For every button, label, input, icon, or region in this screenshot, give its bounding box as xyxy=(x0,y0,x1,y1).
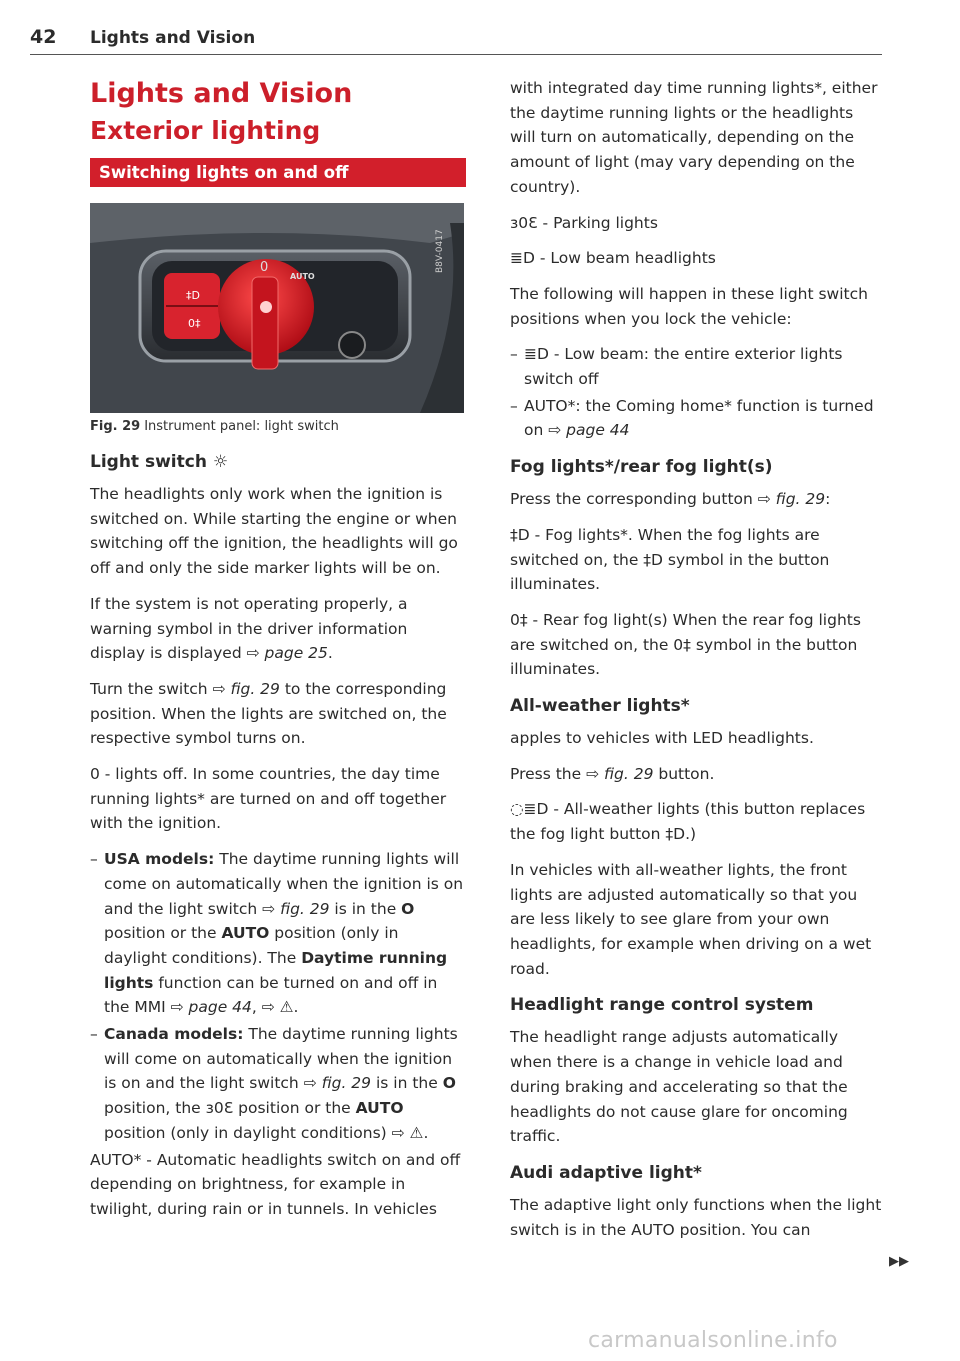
fog-lights-heading: Fog lights*/rear fog light(s) xyxy=(510,457,773,478)
light-switch-heading: Light switch ☼ xyxy=(90,452,229,472)
all-weather-paragraph-2: Press the ⇨ fig. 29 button. xyxy=(510,764,715,783)
all-weather-paragraph-1: apples to vehicles with LED headlights. xyxy=(510,729,814,748)
fog-paragraph-3: 0‡ - Rear fog light(s) When the rear fog lights are switched on, the 0‡ symbol in the button illuminates. xyxy=(510,610,861,679)
auto-label: AUTO xyxy=(290,272,315,281)
lock-item-auto: – AUTO*: the Coming home* function is turned on ⇨ page 44 xyxy=(510,394,882,443)
figure-number: Fig. 29 xyxy=(90,419,141,434)
light-switch-paragraph-3: Turn the switch ⇨ fig. 29 to the corresponding position. When the lights are switched on, the respective symbol turns on. xyxy=(90,679,447,748)
figure-reference-link[interactable]: ⇨ fig. 29 xyxy=(757,490,826,509)
figure-reference-link[interactable]: ⇨ fig. 29 xyxy=(303,1074,372,1093)
fog-paragraph-2: ‡D - Fog lights*. When the fog lights are switched on, the ‡D symbol in the button illuminates. xyxy=(510,525,830,594)
adaptive-light-heading: Audi adaptive light* xyxy=(510,1162,702,1183)
zero-label: 0 xyxy=(260,260,269,275)
continue-arrow-icon: ▶▶ xyxy=(889,1254,909,1269)
figure-code: B8V-0417 xyxy=(435,229,445,273)
parking-lights-item: ɜ0Ɛ - Parking lights xyxy=(510,213,658,232)
usa-models-item: – USA models: The daytime running lights will come on automatically when the ignition is on and the light switch ⇨ fig. 29 is in the O position or the AUTO position (only in daylight conditions). The Daytime running lights function can be turned on and off in the MMI ⇨ page 44, ⇨ ⚠. xyxy=(90,847,466,1020)
lock-item-low-beam: – ≣D - Low beam: the entire exterior lights switch off xyxy=(510,342,882,391)
low-beam-item: ≣D - Low beam headlights xyxy=(510,249,716,268)
light-switch-paragraph-1: The headlights only work when the ignition is switched on. While starting the engine or when switching off the ignition, the headlights will go off and only the side marker lights will be on. xyxy=(90,485,458,578)
right-column xyxy=(510,76,882,1253)
fog-paragraph-1: Press the corresponding button ⇨ fig. 29: xyxy=(510,490,831,509)
fog-front-label: ‡D xyxy=(186,289,200,302)
page-header xyxy=(30,24,882,55)
chapter-title: Lights and Vision xyxy=(90,78,353,109)
all-weather-paragraph-4: In vehicles with all-weather lights, the front lights are adjusted automatically so that you are less likely to see glare from your own headlights, for example when driving on a wet road. xyxy=(510,860,872,978)
figure-caption xyxy=(90,419,466,434)
auto-paragraph: AUTO* - Automatic headlights switch on and off depending on brightness, for example in twilight, during rain or in tunnels. In vehicles xyxy=(90,1150,461,1218)
running-section-title: Lights and Vision xyxy=(90,28,256,48)
headlight-range-paragraph: The headlight range adjusts automatically when there is a change in vehicle load and during braking and accelerating so that the headlights do not cause glare for oncoming traffic. xyxy=(510,1028,848,1146)
continued-paragraph: with integrated day time running lights*, either the daytime running lights or the headlights will turn on automatically, depending on the amount of light (may vary depending on the country). xyxy=(510,79,878,196)
page-number: 42 xyxy=(30,26,57,48)
fog-rear-label: 0‡ xyxy=(188,317,201,330)
all-weather-paragraph-3: ◌≣D - All-weather lights (this button replaces the fog light button ‡D.) xyxy=(510,800,866,844)
page-reference-link[interactable]: ⇨ page 25 xyxy=(246,644,328,663)
figure-reference-link[interactable]: ⇨ fig. 29 xyxy=(262,899,330,918)
light-switch-paragraph-2: If the system is not operating properly, a warning symbol in the driver information display is displayed ⇨ page 25. xyxy=(90,594,408,663)
section-subtitle: Exterior lighting xyxy=(90,116,321,145)
canada-models-item: – Canada models: The daytime running lights will come on automatically when the ignition is on and the light switch ⇨ fig. 29 is in the O position, the ɜ0Ɛ position or the AUTO position (only in daylight conditions) ⇨ ⚠. xyxy=(90,1022,466,1146)
light-switch-figure xyxy=(90,203,464,413)
watermark: carmanualsonline.info xyxy=(588,1328,838,1353)
headlight-range-heading: Headlight range control system xyxy=(510,995,814,1016)
lights-off-paragraph: 0 - lights off. In some countries, the day time running lights* are turned on and off together with the ignition. xyxy=(90,765,447,833)
light-switch-illustration xyxy=(90,203,464,413)
figure-caption-text: Instrument panel: light switch xyxy=(144,419,339,434)
all-weather-heading: All-weather lights* xyxy=(510,696,690,717)
figure-reference-link[interactable]: ⇨ fig. 29 xyxy=(586,764,654,783)
left-column xyxy=(90,76,466,1233)
topic-band: Switching lights on and off xyxy=(90,158,466,187)
adaptive-light-paragraph: The adaptive light only functions when the light switch is in the AUTO position. You can xyxy=(510,1195,882,1239)
lock-paragraph: The following will happen in these light switch positions when you lock the vehicle: xyxy=(510,284,868,328)
page-reference-link[interactable]: ⇨ page 44 xyxy=(548,421,630,440)
page-reference-link[interactable]: ⇨ page 44 xyxy=(170,998,252,1017)
figure-reference-link[interactable]: ⇨ fig. 29 xyxy=(212,679,280,698)
